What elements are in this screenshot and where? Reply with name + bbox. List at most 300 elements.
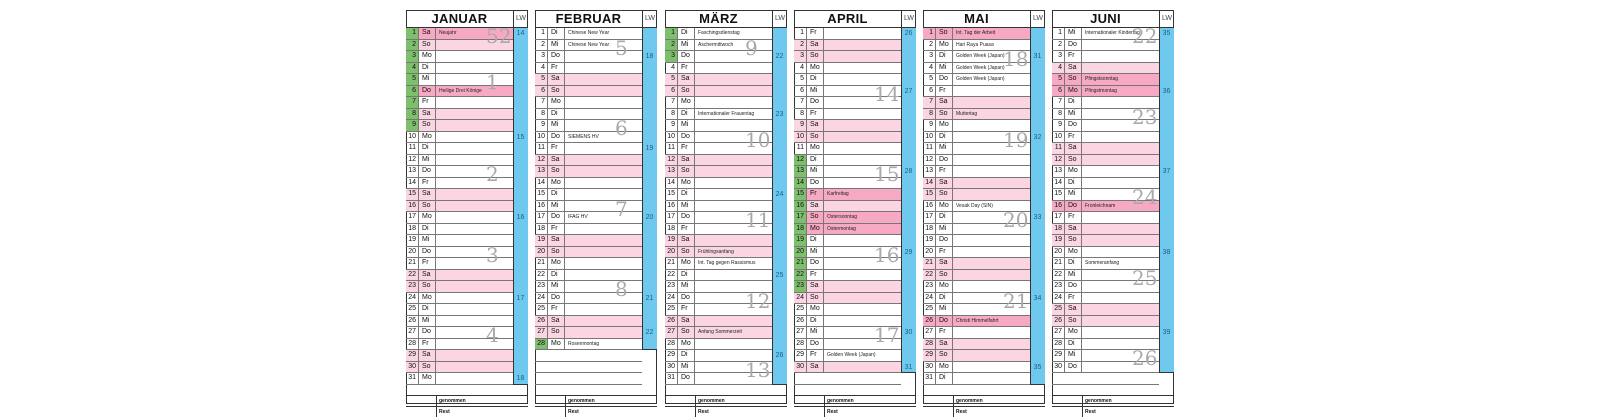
week-watermark: 5 <box>615 35 628 60</box>
weekday: Mi <box>679 40 695 51</box>
footer-divider <box>436 407 437 417</box>
day-row[interactable] <box>406 201 513 213</box>
day-row[interactable] <box>665 166 772 178</box>
day-row[interactable] <box>665 109 772 121</box>
day-row[interactable] <box>665 63 772 75</box>
day-number: 8 <box>665 109 678 120</box>
day-number: 16 <box>535 201 548 212</box>
day-row[interactable] <box>665 155 772 167</box>
day-row[interactable] <box>923 316 1030 328</box>
day-number: 28 <box>535 339 548 350</box>
weekday: Mo <box>937 120 953 131</box>
day-row[interactable] <box>535 316 642 328</box>
day-number: 28 <box>406 339 419 350</box>
day-number: 3 <box>794 51 807 62</box>
weekday: Do <box>1066 281 1082 292</box>
day-row[interactable] <box>1052 235 1159 247</box>
day-number: 2 <box>794 40 807 51</box>
lw-bar <box>901 28 916 373</box>
weekday: Do <box>549 293 565 304</box>
weekday: Di <box>937 212 953 223</box>
day-row[interactable] <box>923 247 1030 259</box>
day-number: 19 <box>1052 235 1065 246</box>
day-row[interactable] <box>794 51 901 63</box>
day-row[interactable] <box>794 373 901 385</box>
footer-rest <box>406 406 528 417</box>
day-row[interactable] <box>406 270 513 282</box>
weekday: Sa <box>679 74 695 85</box>
day-row[interactable] <box>665 327 772 339</box>
weekday: Sa <box>1066 304 1082 315</box>
weekday: So <box>679 86 695 97</box>
weekday: Mo <box>420 293 436 304</box>
day-row[interactable] <box>794 304 901 316</box>
day-row[interactable] <box>665 178 772 190</box>
day-row[interactable] <box>665 339 772 351</box>
day-row[interactable] <box>406 189 513 201</box>
weekday: Di <box>1066 178 1082 189</box>
event-label: Rosenmontag <box>568 340 600 347</box>
day-number: 15 <box>1052 189 1065 200</box>
weekday: Mo <box>937 201 953 212</box>
week-watermark: 15 <box>874 162 900 186</box>
day-row[interactable] <box>794 281 901 293</box>
lw-header: LW <box>513 10 528 28</box>
day-row[interactable] <box>406 281 513 293</box>
weekday: Do <box>549 212 565 223</box>
day-row[interactable] <box>406 350 513 362</box>
day-row[interactable] <box>535 155 642 167</box>
footer-divider <box>565 407 566 417</box>
month-title: FEBRUAR <box>535 10 642 28</box>
day-row[interactable] <box>406 51 513 63</box>
event-label: Golden Week (Japan) <box>956 76 1005 82</box>
day-number: 29 <box>406 350 419 361</box>
day-row[interactable] <box>1052 51 1159 63</box>
day-number: 24 <box>406 293 419 304</box>
weekday: Sa <box>808 120 824 131</box>
day-row[interactable] <box>406 293 513 305</box>
weekday: Mi <box>1066 109 1082 120</box>
weekday: Fr <box>937 327 953 338</box>
weekday: So <box>549 247 565 258</box>
day-number: 15 <box>406 189 419 200</box>
day-row[interactable] <box>1052 247 1159 259</box>
day-row[interactable] <box>535 224 642 236</box>
day-row[interactable] <box>406 120 513 132</box>
day-number: 26 <box>794 316 807 327</box>
weekday: Do <box>679 212 695 223</box>
day-row[interactable] <box>665 270 772 282</box>
weekday: Di <box>808 235 824 246</box>
weekday: Di <box>679 350 695 361</box>
weekday: Mi <box>679 281 695 292</box>
day-number: 6 <box>794 86 807 97</box>
day-number: 28 <box>794 339 807 350</box>
day-number: 9 <box>794 120 807 131</box>
day-row[interactable] <box>923 97 1030 109</box>
footer-taken-label: genommen <box>1085 397 1112 404</box>
day-row[interactable] <box>1052 212 1159 224</box>
weekday: Sa <box>1066 63 1082 74</box>
day-row[interactable] <box>794 28 901 40</box>
day-row[interactable] <box>923 74 1030 86</box>
weekday: So <box>1066 235 1082 246</box>
day-number: 18 <box>1052 224 1065 235</box>
day-row[interactable] <box>406 362 513 374</box>
day-number: 10 <box>794 132 807 143</box>
day-row[interactable] <box>665 74 772 86</box>
event-label: Faschingsdienstag <box>698 30 740 36</box>
day-row[interactable] <box>665 189 772 201</box>
day-row[interactable] <box>923 189 1030 201</box>
day-row[interactable] <box>535 327 642 339</box>
footer-rest-label: Rest <box>439 408 450 415</box>
month-april <box>794 10 916 415</box>
footer-rest <box>535 406 657 417</box>
day-number: 11 <box>406 143 419 154</box>
day-row[interactable] <box>665 235 772 247</box>
weekday: Do <box>808 258 824 269</box>
weekday: Mo <box>420 373 436 384</box>
weekday: Mi <box>1066 270 1082 281</box>
event-label: Internationaler Kindertag <box>1085 30 1140 36</box>
day-row[interactable] <box>794 293 901 305</box>
day-row[interactable] <box>923 235 1030 247</box>
weekday: Fr <box>679 143 695 154</box>
day-row[interactable] <box>923 270 1030 282</box>
weekday: So <box>1066 316 1082 327</box>
day-number: 23 <box>923 281 936 292</box>
weekday: Mo <box>679 339 695 350</box>
day-row[interactable] <box>1052 132 1159 144</box>
day-row[interactable] <box>1052 166 1159 178</box>
week-watermark: 14 <box>874 81 900 106</box>
day-row[interactable] <box>535 304 642 316</box>
day-number: 10 <box>1052 132 1065 143</box>
day-row[interactable] <box>535 97 642 109</box>
day-row[interactable] <box>535 362 642 374</box>
day-row[interactable] <box>1052 373 1159 385</box>
day-row[interactable] <box>1052 304 1159 316</box>
footer-rest-label: Rest <box>1085 408 1096 415</box>
event-label: Ostermontag <box>827 225 856 232</box>
day-row[interactable] <box>406 212 513 224</box>
day-row[interactable] <box>1052 327 1159 339</box>
month-title: JUNI <box>1052 10 1159 28</box>
weekday: Sa <box>420 109 436 120</box>
weekday: Sa <box>1066 143 1082 154</box>
day-number: 3 <box>1052 51 1065 62</box>
weekday: Sa <box>549 74 565 85</box>
day-row[interactable] <box>665 258 772 270</box>
day-number: 19 <box>794 235 807 246</box>
day-row[interactable] <box>665 316 772 328</box>
weekday: Di <box>420 63 436 74</box>
weekday: Mi <box>937 224 953 235</box>
day-row[interactable] <box>794 212 901 224</box>
day-row[interactable] <box>794 362 901 374</box>
day-row[interactable] <box>535 350 642 362</box>
weekday: Mi <box>808 247 824 258</box>
weekday: Fr <box>808 109 824 120</box>
event-label: Pfingstmontag <box>1085 87 1117 94</box>
day-row[interactable] <box>794 270 901 282</box>
day-number: 18 <box>406 224 419 235</box>
day-number: 8 <box>923 109 936 120</box>
event-label: Int. Tag der Arbeit <box>956 30 996 36</box>
day-row[interactable] <box>535 166 642 178</box>
day-number: 7 <box>665 97 678 108</box>
day-number: 11 <box>923 143 936 154</box>
day-number: 2 <box>665 40 678 51</box>
footer-divider <box>824 396 825 406</box>
day-row[interactable] <box>923 339 1030 351</box>
day-row[interactable] <box>923 362 1030 374</box>
lw-number: 35 <box>1162 30 1171 37</box>
day-row[interactable] <box>406 224 513 236</box>
day-number: 31 <box>406 373 419 384</box>
day-number: 1 <box>923 28 936 39</box>
week-watermark: 3 <box>486 242 499 267</box>
weekday: Sa <box>937 258 953 269</box>
footer-rest <box>665 406 787 417</box>
day-row[interactable] <box>1052 86 1159 98</box>
day-number: 21 <box>794 258 807 269</box>
day-number: 17 <box>794 212 807 223</box>
weekday: Mi <box>420 74 436 85</box>
weekday: Do <box>808 339 824 350</box>
day-row[interactable] <box>1052 143 1159 155</box>
day-row[interactable] <box>923 166 1030 178</box>
day-row[interactable] <box>923 86 1030 98</box>
lw-number: 18 <box>645 53 654 60</box>
weekday: Do <box>420 247 436 258</box>
day-row[interactable] <box>794 350 901 362</box>
weekday: Di <box>420 143 436 154</box>
day-row[interactable] <box>535 247 642 259</box>
weekday: Do <box>420 86 436 97</box>
weekday: Sa <box>420 350 436 361</box>
day-number: 4 <box>535 63 548 74</box>
day-row[interactable] <box>923 258 1030 270</box>
event-label: Internationaler Frauentag <box>698 110 755 117</box>
footer-divider <box>953 407 954 417</box>
lw-number: 37 <box>1162 168 1171 175</box>
footer-taken <box>794 395 916 406</box>
weekday: Fr <box>549 143 565 154</box>
event-label: Christi Himmelfahrt <box>956 317 999 324</box>
day-row[interactable] <box>923 350 1030 362</box>
day-row[interactable] <box>1052 74 1159 86</box>
day-row[interactable] <box>923 109 1030 121</box>
day-row[interactable] <box>535 373 642 385</box>
day-row[interactable] <box>406 132 513 144</box>
day-number: 19 <box>923 235 936 246</box>
day-number: 20 <box>794 247 807 258</box>
day-row[interactable] <box>1052 63 1159 75</box>
weekday: Fr <box>549 304 565 315</box>
weekday: Do <box>808 178 824 189</box>
day-number: 7 <box>923 97 936 108</box>
lw-header: LW <box>1159 10 1174 28</box>
day-row[interactable] <box>794 63 901 75</box>
day-number: 27 <box>535 327 548 338</box>
weekday: Do <box>937 155 953 166</box>
day-row[interactable] <box>535 258 642 270</box>
weekday: Fr <box>420 258 436 269</box>
weekday: Sa <box>549 155 565 166</box>
day-number: 12 <box>665 155 678 166</box>
day-row[interactable] <box>794 201 901 213</box>
day-row[interactable] <box>665 247 772 259</box>
day-number: 28 <box>1052 339 1065 350</box>
day-row[interactable] <box>794 40 901 52</box>
day-number: 16 <box>406 201 419 212</box>
day-row[interactable] <box>1052 293 1159 305</box>
weekday: So <box>1066 155 1082 166</box>
day-number: 21 <box>1052 258 1065 269</box>
weekday: So <box>1066 74 1082 85</box>
day-number: 4 <box>406 63 419 74</box>
weekday: Fr <box>679 304 695 315</box>
day-number: 30 <box>406 362 419 373</box>
day-number: 5 <box>665 74 678 85</box>
day-row[interactable] <box>535 339 642 351</box>
day-number: 27 <box>406 327 419 338</box>
day-number: 3 <box>535 51 548 62</box>
day-row[interactable] <box>406 373 513 385</box>
weekday: Do <box>420 327 436 338</box>
day-row[interactable] <box>794 109 901 121</box>
day-number: 7 <box>1052 97 1065 108</box>
footer-taken <box>1052 395 1174 406</box>
weekday: Fr <box>937 166 953 177</box>
weekday: Di <box>937 132 953 143</box>
weekday: Fr <box>549 224 565 235</box>
day-number: 23 <box>794 281 807 292</box>
day-row[interactable] <box>665 97 772 109</box>
week-watermark: 52 <box>486 24 512 48</box>
month-märz <box>665 10 787 415</box>
day-number: 12 <box>794 155 807 166</box>
day-row[interactable] <box>1052 155 1159 167</box>
day-number: 5 <box>535 74 548 85</box>
day-row[interactable] <box>535 178 642 190</box>
day-row[interactable] <box>794 189 901 201</box>
day-number: 6 <box>535 86 548 97</box>
event-label: Fronleichnam <box>1085 202 1116 209</box>
footer-divider <box>1082 407 1083 417</box>
day-row[interactable] <box>406 304 513 316</box>
lw-bar <box>1030 28 1045 385</box>
weekday: Mi <box>808 166 824 177</box>
week-watermark: 19 <box>1003 127 1029 152</box>
event-label: Golden Week (Japan) <box>956 53 1005 59</box>
event-label: Karfreitag <box>827 191 849 197</box>
weekday: Do <box>549 132 565 143</box>
day-row[interactable] <box>923 373 1030 385</box>
week-watermark: 18 <box>1003 47 1029 71</box>
day-number: 30 <box>794 362 807 373</box>
day-row[interactable] <box>535 63 642 75</box>
weekday: Fr <box>679 63 695 74</box>
day-row[interactable] <box>535 143 642 155</box>
footer-rest-label: Rest <box>698 408 709 415</box>
footer-taken <box>923 395 1045 406</box>
day-row[interactable] <box>923 178 1030 190</box>
weekday: Di <box>808 316 824 327</box>
weekday: Fr <box>1066 212 1082 223</box>
day-row[interactable] <box>535 74 642 86</box>
lw-number: 30 <box>904 329 913 336</box>
weekday: Mo <box>679 178 695 189</box>
weekday: Do <box>1066 362 1082 373</box>
day-row[interactable] <box>406 143 513 155</box>
day-number: 13 <box>794 166 807 177</box>
day-row[interactable] <box>665 86 772 98</box>
weekday: So <box>937 270 953 281</box>
lw-number: 35 <box>1033 363 1042 371</box>
day-row[interactable] <box>923 327 1030 339</box>
day-row[interactable] <box>923 155 1030 167</box>
weekday: Mi <box>679 120 695 131</box>
weekday: Mo <box>808 224 824 235</box>
lw-number: 20 <box>645 214 654 221</box>
day-row[interactable] <box>535 235 642 247</box>
event-label: Chinese New Year <box>568 30 610 36</box>
week-watermark: 22 <box>1132 24 1158 48</box>
day-row[interactable] <box>923 28 1030 40</box>
day-number: 14 <box>923 178 936 189</box>
weekday: Mo <box>420 132 436 143</box>
lw-header: LW <box>901 10 916 28</box>
week-watermark: 8 <box>615 277 628 301</box>
day-row[interactable] <box>794 120 901 132</box>
day-row[interactable] <box>794 132 901 144</box>
day-row[interactable] <box>794 224 901 236</box>
weekday: Di <box>420 304 436 315</box>
lw-number: 29 <box>904 248 913 256</box>
weekday: Do <box>1066 201 1082 212</box>
footer-divider <box>565 396 566 406</box>
day-number: 18 <box>794 224 807 235</box>
day-row[interactable] <box>406 97 513 109</box>
day-number: 6 <box>1052 86 1065 97</box>
day-number: 6 <box>923 86 936 97</box>
weekday: Di <box>679 189 695 200</box>
day-number: 6 <box>665 86 678 97</box>
weekday: Sa <box>420 189 436 200</box>
week-watermark: 13 <box>745 357 771 382</box>
day-row[interactable] <box>1052 316 1159 328</box>
day-number: 29 <box>1052 350 1065 361</box>
weekday: Mo <box>549 97 565 108</box>
day-row[interactable] <box>406 109 513 121</box>
weekday: Mi <box>808 327 824 338</box>
day-row[interactable] <box>794 143 901 155</box>
day-number: 3 <box>665 51 678 62</box>
weekday: Di <box>808 74 824 85</box>
day-number: 4 <box>1052 63 1065 74</box>
weekday: Fr <box>808 189 824 200</box>
day-number: 20 <box>1052 247 1065 258</box>
day-row[interactable] <box>535 86 642 98</box>
day-number: 23 <box>1052 281 1065 292</box>
lw-number: 38 <box>1162 248 1171 256</box>
day-number: 30 <box>665 362 678 373</box>
day-row[interactable] <box>1052 224 1159 236</box>
